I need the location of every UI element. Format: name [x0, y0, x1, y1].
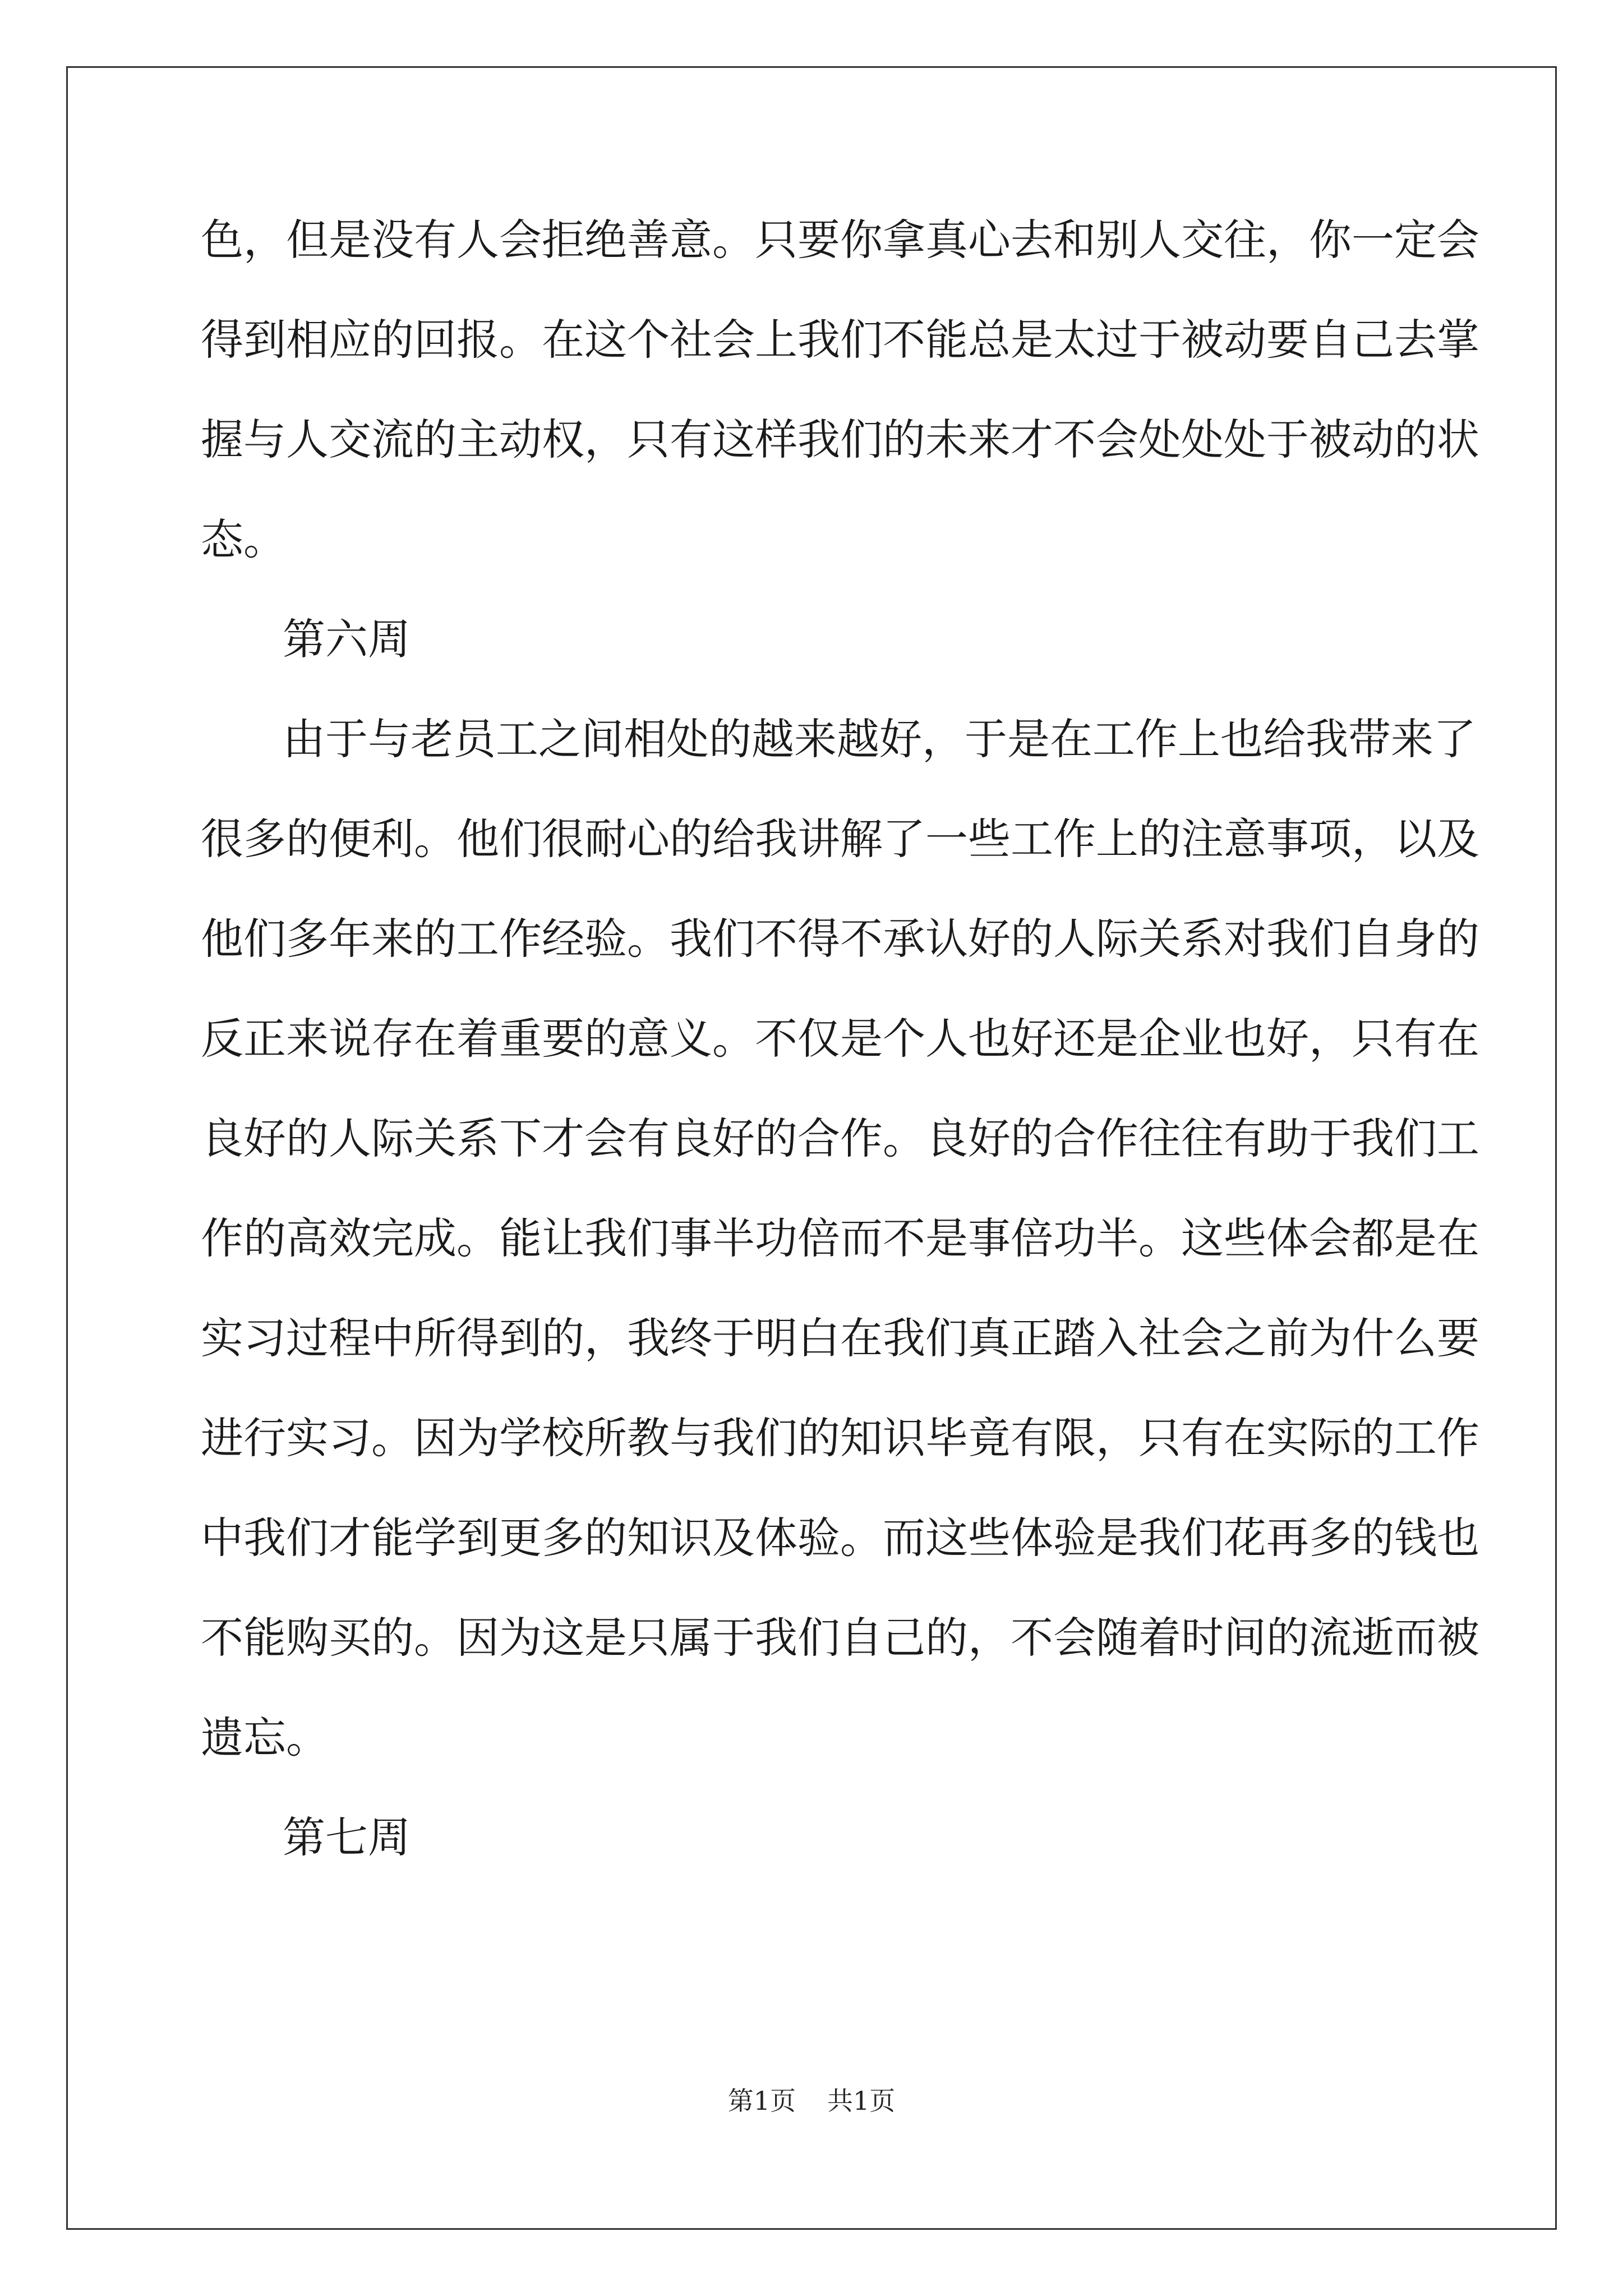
- paragraph-line: 中我们才能学到更多的知识及体验。而这些体验是我们花再多的钱也: [201, 1513, 1479, 1563]
- section-heading-week-7: 第七周: [283, 1812, 411, 1862]
- paragraph-line: 握与人交流的主动权，只有这样我们的未来才不会处处处于被动的状: [201, 415, 1479, 464]
- paragraph-line: 很多的便利。他们很耐心的给我讲解了一些工作上的注意事项，以及: [201, 814, 1479, 864]
- paragraph-line: 态。: [201, 514, 286, 564]
- paragraph-line: 色，但是没有人会拒绝善意。只要你拿真心去和别人交往，你一定会: [201, 215, 1479, 265]
- paragraph-line: 由于与老员工之间相处的越来越好，于是在工作上也给我带来了: [283, 714, 1476, 764]
- paragraph-line: 他们多年来的工作经验。我们不得不承认好的人际关系对我们自身的: [201, 914, 1479, 964]
- paragraph-line: 反正来说存在着重要的意义。不仅是个人也好还是企业也好，只有在: [201, 1014, 1479, 1064]
- paragraph-line: 不能购买的。因为这是只属于我们自己的，不会随着时间的流逝而被: [201, 1613, 1479, 1663]
- page-total: 共1页: [827, 2086, 896, 2116]
- paragraph-line: 得到相应的回报。在这个社会上我们不能总是太过于被动要自己去掌: [201, 315, 1479, 365]
- paragraph-line: 进行实习。因为学校所教与我们的知识毕竟有限，只有在实际的工作: [201, 1413, 1479, 1463]
- page-footer: [0, 2084, 1623, 2118]
- section-heading-week-6: 第六周: [283, 614, 411, 664]
- page-number: 第1页: [727, 2086, 796, 2116]
- paragraph-line: 作的高效完成。能让我们事半功倍而不是事倍功半。这些体会都是在: [201, 1213, 1479, 1263]
- paragraph-line: 实习过程中所得到的，我终于明白在我们真正踏入社会之前为什么要: [201, 1313, 1479, 1363]
- paragraph-line: 遗忘。: [201, 1713, 329, 1763]
- paragraph-line: 良好的人际关系下才会有良好的合作。良好的合作往往有助于我们工: [201, 1114, 1479, 1163]
